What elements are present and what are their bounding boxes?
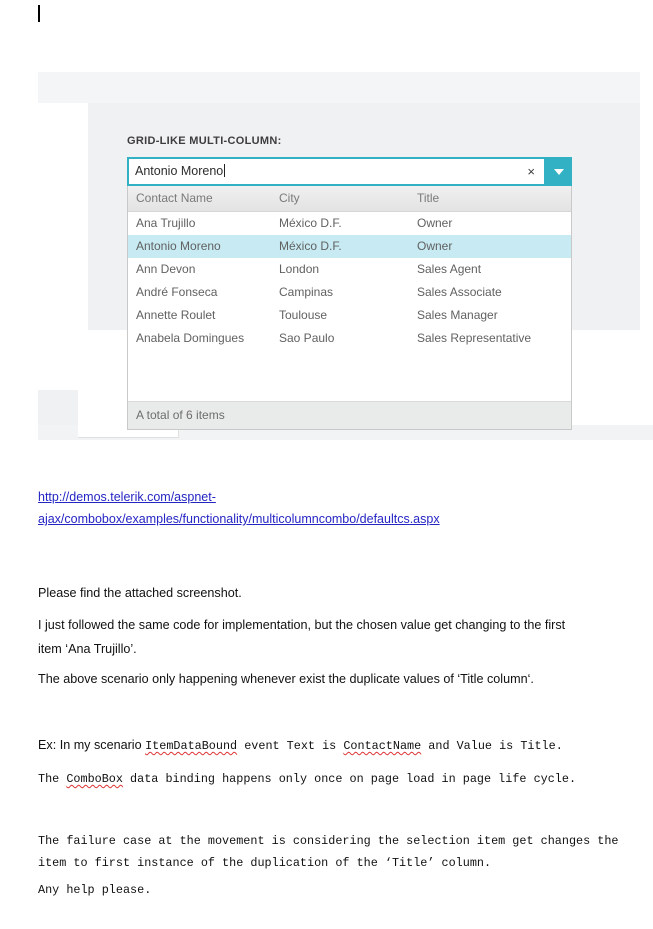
dropdown-cell: Sales Representative [417, 331, 532, 345]
paragraph-duplicate-values: The above scenario only happening whenever exist the duplicate values of ‘Title column‘. [38, 672, 534, 686]
text-cursor-caret [38, 5, 40, 22]
dropdown-header-row [128, 186, 571, 212]
dropdown-cell: Annette Roulet [136, 308, 216, 322]
dropdown-row[interactable] [128, 258, 571, 281]
multicolumn-combobox [127, 157, 572, 186]
paragraph-help-request: Any help please. [38, 883, 152, 897]
combobox-dropdown [127, 186, 572, 430]
paragraph-scenario-example: Ex: In my scenario ItemDataBound event Text is ContactName and Value is Title. [38, 738, 563, 753]
combobox-label: GRID-LIKE MULTI-COLUMN: [127, 135, 282, 147]
dropdown-row[interactable] [128, 281, 571, 304]
dropdown-cell: André Fonseca [136, 285, 218, 299]
dropdown-cell: Toulouse [279, 308, 328, 322]
dropdown-cell: Owner [417, 216, 453, 230]
dropdown-row[interactable] [128, 304, 571, 327]
chevron-down-icon [554, 169, 564, 175]
dropdown-row[interactable] [128, 212, 571, 235]
dropdown-cell: Ann Devon [136, 262, 196, 276]
column-header-contact-name: Contact Name [136, 191, 213, 205]
dropdown-row[interactable] [128, 235, 571, 258]
combobox-input[interactable] [127, 157, 546, 186]
column-header-title: Title [417, 191, 440, 205]
telerik-demo-link[interactable]: http://demos.telerik.com/aspnet- ajax/combobox/examples/functionality/multicolumncombo/defaultcs.aspx [38, 490, 440, 526]
dropdown-cell: London [279, 262, 320, 276]
dropdown-cell: México D.F. [279, 216, 342, 230]
dropdown-cell: Antonio Moreno [136, 239, 221, 253]
paragraph-issue-description: I just followed the same code for implementation, but the chosen value get changing to the first item ‘Ana Trujillo’. [38, 618, 566, 656]
dropdown-cell: Sales Associate [417, 285, 502, 299]
dropdown-row[interactable] [128, 327, 571, 350]
dropdown-cell: Campinas [279, 285, 334, 299]
dropdown-cell: Ana Trujillo [136, 216, 196, 230]
dropdown-toggle-button[interactable] [546, 157, 572, 186]
dropdown-footer-status: A total of 6 items [128, 401, 571, 429]
paragraph-databinding-note: The ComboBox data binding happens only once on page load in page life cycle. [38, 772, 577, 786]
dropdown-cell: Sales Agent [417, 262, 482, 276]
column-header-city: City [279, 191, 300, 205]
dropdown-cell: México D.F. [279, 239, 342, 253]
clear-icon[interactable]: × [527, 164, 535, 179]
dropdown-empty-space [128, 350, 571, 401]
dropdown-cell: Anabela Domingues [136, 331, 245, 345]
paragraph-failure-case: The failure case at the movement is considering the selection item get changes the item to first instance of the duplication of the ‘Title’ column. [38, 834, 619, 870]
dropdown-cell: Sales Manager [417, 308, 498, 322]
dropdown-cell: Owner [417, 239, 453, 253]
paragraph-screenshot-note: Please find the attached screenshot. [38, 586, 242, 600]
combobox-value: Antonio Moreno [135, 164, 224, 178]
input-caret [224, 164, 225, 177]
dropdown-cell: Sao Paulo [279, 331, 335, 345]
screenshot-header-band [38, 72, 640, 103]
dropdown-rows [128, 212, 571, 350]
